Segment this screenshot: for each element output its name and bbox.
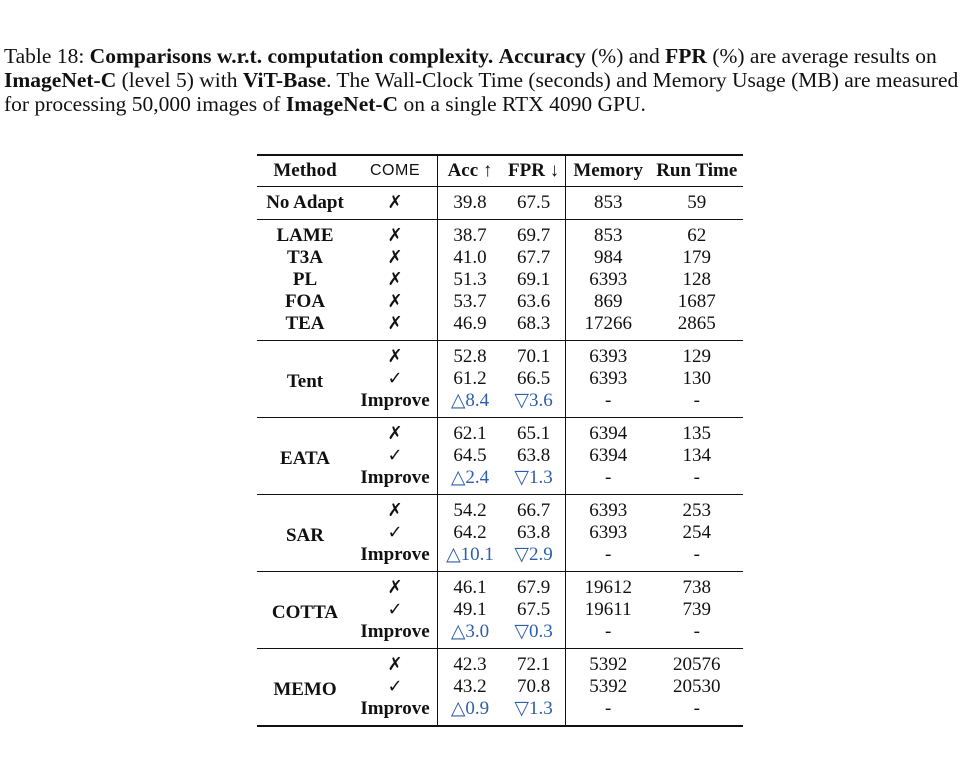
fpr-cell: 63.8 bbox=[502, 445, 566, 467]
come-cell: ✗ bbox=[353, 572, 438, 600]
come-cell: ✗ bbox=[353, 649, 438, 677]
runtime-cell: - bbox=[693, 390, 700, 411]
memory-cell: 853 bbox=[593, 225, 623, 246]
caption-fpr: FPR bbox=[665, 44, 707, 68]
runtime-cell: 135 bbox=[682, 423, 711, 444]
come-cell: ✓ bbox=[353, 676, 438, 698]
fpr-improve-cell: ▽1.3 bbox=[502, 467, 566, 495]
runtime-cell: - bbox=[693, 467, 700, 488]
memory-cell: - bbox=[605, 698, 612, 719]
memory-cell: 5392 bbox=[589, 654, 628, 675]
improve-label: Improve bbox=[353, 390, 438, 418]
acc-cell: 61.2 bbox=[453, 368, 487, 389]
memory-cell: - bbox=[605, 390, 612, 411]
runtime-cell: 738 bbox=[682, 577, 711, 598]
fpr-improve-cell: ▽2.9 bbox=[502, 544, 566, 572]
come-cell: ✓ bbox=[353, 368, 438, 390]
acc-cell: 41.0 bbox=[453, 247, 487, 268]
method-group bbox=[257, 649, 743, 727]
come-cell: ✗ bbox=[353, 220, 438, 248]
memory-cell: 19611 bbox=[584, 599, 632, 620]
memory-cell: 6394 bbox=[589, 445, 628, 466]
memory-cell: 984 bbox=[593, 247, 623, 268]
acc-cell: 46.9 bbox=[453, 313, 487, 334]
come-cell: ✓ bbox=[353, 522, 438, 544]
method-cell: COTTA bbox=[271, 601, 339, 623]
runtime-cell: 130 bbox=[682, 368, 711, 389]
memory-cell: 5392 bbox=[589, 676, 628, 697]
runtime-cell: 20576 bbox=[673, 654, 721, 675]
fpr-cell: 67.5 bbox=[502, 599, 566, 621]
caption-text-5: on a single RTX 4090 GPU. bbox=[398, 92, 646, 116]
caption-dataset: ImageNet-C bbox=[4, 68, 117, 92]
fpr-cell: 66.7 bbox=[502, 495, 566, 523]
runtime-cell: - bbox=[693, 698, 700, 719]
method-group bbox=[257, 572, 743, 649]
caption-label: Table 18: bbox=[4, 44, 85, 68]
fpr-cell: 72.1 bbox=[502, 649, 566, 677]
memory-cell: 6394 bbox=[589, 423, 628, 444]
come-cell: ✗ bbox=[353, 247, 438, 269]
acc-cell: 53.7 bbox=[453, 291, 487, 312]
runtime-cell: 254 bbox=[682, 522, 711, 543]
method-cell: PL bbox=[292, 269, 318, 290]
table-row bbox=[257, 291, 743, 313]
results-table bbox=[257, 154, 743, 727]
caption-accuracy: Accuracy bbox=[498, 44, 586, 68]
caption-dataset-2: ImageNet-C bbox=[285, 92, 399, 116]
runtime-cell: 253 bbox=[682, 500, 711, 521]
method-cell: T3A bbox=[287, 247, 323, 268]
runtime-cell: - bbox=[693, 544, 700, 565]
acc-improve-cell: △8.4 bbox=[450, 390, 490, 411]
table-row bbox=[257, 313, 743, 341]
improve-label: Improve bbox=[353, 621, 438, 649]
acc-improve-cell: △2.4 bbox=[450, 467, 490, 488]
memory-cell: 6393 bbox=[589, 368, 628, 389]
table-row bbox=[257, 418, 743, 446]
caption-model: ViT-Base bbox=[242, 68, 327, 92]
method-cell: TEA bbox=[285, 313, 325, 334]
acc-cell: 46.1 bbox=[453, 577, 487, 598]
runtime-cell: 134 bbox=[682, 445, 711, 466]
fpr-cell: 63.6 bbox=[502, 291, 566, 313]
table-row bbox=[257, 341, 743, 369]
fpr-cell: 70.8 bbox=[502, 676, 566, 698]
fpr-cell: 67.9 bbox=[502, 572, 566, 600]
header-fpr: FPR ↓ bbox=[502, 155, 566, 187]
fpr-cell: 65.1 bbox=[502, 418, 566, 446]
method-cell: No Adapt bbox=[266, 192, 344, 213]
fpr-improve-cell: ▽0.3 bbox=[502, 621, 566, 649]
fpr-cell: 68.3 bbox=[502, 313, 566, 341]
memory-cell: - bbox=[605, 544, 612, 565]
memory-cell: 17266 bbox=[584, 313, 632, 334]
runtime-cell: 128 bbox=[682, 269, 711, 290]
come-cell: ✗ bbox=[353, 341, 438, 369]
acc-cell: 51.3 bbox=[453, 269, 487, 290]
acc-improve-cell: △10.1 bbox=[446, 544, 494, 565]
memory-cell: 6393 bbox=[589, 522, 628, 543]
acc-cell: 39.8 bbox=[453, 192, 487, 213]
method-cell: LAME bbox=[276, 225, 334, 246]
runtime-cell: - bbox=[693, 621, 700, 642]
runtime-cell: 62 bbox=[687, 225, 707, 246]
header-come: COME bbox=[353, 155, 438, 187]
runtime-cell: 20530 bbox=[673, 676, 721, 697]
memory-cell: - bbox=[605, 621, 612, 642]
caption-text-1: (%) and bbox=[585, 44, 666, 68]
runtime-cell: 179 bbox=[682, 247, 711, 268]
table-row bbox=[257, 572, 743, 600]
fpr-improve-cell: ▽3.6 bbox=[502, 390, 566, 418]
runtime-cell: 1687 bbox=[677, 291, 716, 312]
memory-cell: - bbox=[605, 467, 612, 488]
acc-cell: 43.2 bbox=[453, 676, 487, 697]
table-caption bbox=[4, 44, 976, 116]
header-acc: Acc ↑ bbox=[447, 160, 493, 181]
come-cell: ✓ bbox=[353, 599, 438, 621]
table-row bbox=[257, 187, 743, 220]
method-cell: SAR bbox=[285, 524, 324, 546]
table-row bbox=[257, 247, 743, 269]
fpr-cell: 70.1 bbox=[502, 341, 566, 369]
table-row bbox=[257, 269, 743, 291]
caption-text-3: (level 5) with bbox=[116, 68, 243, 92]
header-runtime: Run Time bbox=[656, 160, 738, 181]
caption-text-2: (%) are average results on bbox=[706, 44, 937, 68]
fpr-cell: 69.7 bbox=[502, 220, 566, 248]
method-group bbox=[257, 341, 743, 418]
acc-improve-cell: △3.0 bbox=[450, 621, 490, 642]
improve-label: Improve bbox=[353, 698, 438, 726]
method-cell: EATA bbox=[280, 447, 330, 469]
acc-cell: 42.3 bbox=[453, 654, 487, 675]
come-cell: ✗ bbox=[353, 187, 438, 220]
table-row bbox=[257, 649, 743, 677]
acc-cell: 62.1 bbox=[453, 423, 487, 444]
improve-label: Improve bbox=[353, 544, 438, 572]
runtime-cell: 2865 bbox=[677, 313, 716, 334]
memory-cell: 6393 bbox=[589, 269, 628, 290]
acc-cell: 49.1 bbox=[453, 599, 487, 620]
table-row bbox=[257, 495, 743, 523]
runtime-cell: 129 bbox=[682, 346, 711, 367]
header-method: Method bbox=[273, 160, 337, 181]
acc-cell: 54.2 bbox=[453, 500, 487, 521]
memory-cell: 853 bbox=[593, 192, 623, 213]
method-cell: MEMO bbox=[273, 678, 337, 700]
method-group bbox=[257, 495, 743, 572]
method-group bbox=[257, 418, 743, 495]
acc-cell: 52.8 bbox=[453, 346, 487, 367]
come-cell: ✗ bbox=[353, 313, 438, 341]
fpr-cell: 67.7 bbox=[502, 247, 566, 269]
method-cell: FOA bbox=[284, 291, 326, 312]
acc-cell: 64.5 bbox=[453, 445, 487, 466]
improve-label: Improve bbox=[353, 467, 438, 495]
acc-cell: 38.7 bbox=[453, 225, 487, 246]
runtime-cell: 739 bbox=[682, 599, 711, 620]
come-cell: ✗ bbox=[353, 418, 438, 446]
come-cell: ✗ bbox=[353, 495, 438, 523]
caption-title: Comparisons w.r.t. computation complexity. bbox=[89, 44, 494, 68]
fpr-cell: 63.8 bbox=[502, 522, 566, 544]
method-cell: Tent bbox=[286, 370, 324, 392]
header-row bbox=[257, 155, 743, 187]
come-cell: ✗ bbox=[353, 269, 438, 291]
runtime-cell: 59 bbox=[687, 192, 707, 213]
acc-improve-cell: △0.9 bbox=[450, 698, 490, 719]
fpr-cell: 66.5 bbox=[502, 368, 566, 390]
acc-cell: 64.2 bbox=[453, 522, 487, 543]
table-row bbox=[257, 220, 743, 248]
fpr-cell: 67.5 bbox=[502, 187, 566, 220]
caption-text-4: . The Wall-Clock Time (seconds) and Memory Usage (MB) are measured for processing 50,000 images of bbox=[4, 68, 959, 116]
fpr-cell: 69.1 bbox=[502, 269, 566, 291]
come-cell: ✓ bbox=[353, 445, 438, 467]
memory-cell: 6393 bbox=[589, 346, 628, 367]
memory-cell: 869 bbox=[593, 291, 623, 312]
fpr-improve-cell: ▽1.3 bbox=[502, 698, 566, 726]
header-memory: Memory bbox=[573, 160, 643, 181]
memory-cell: 6393 bbox=[589, 500, 628, 521]
memory-cell: 19612 bbox=[584, 577, 632, 598]
come-cell: ✗ bbox=[353, 291, 438, 313]
